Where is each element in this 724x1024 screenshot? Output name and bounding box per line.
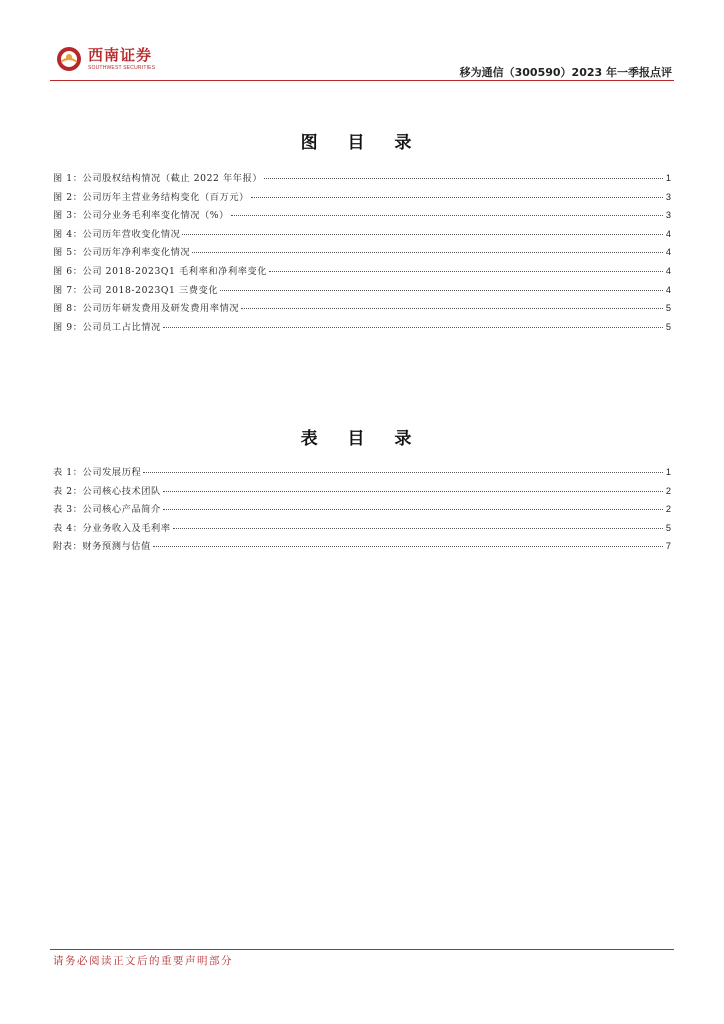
tables-toc-title: 表 目 录 (300, 429, 424, 449)
toc-entry[interactable] (53, 263, 671, 282)
toc-entry[interactable] (53, 520, 671, 539)
toc-entry-label: 图 6：公司 2018-2023Q1 毛利率和净利率变化 (53, 265, 268, 277)
toc-entry-page: 1 (665, 467, 671, 477)
toc-entry-page: 3 (665, 191, 671, 202)
toc-entry[interactable] (53, 319, 671, 338)
toc-entry-page: 4 (665, 228, 671, 239)
leader-dots (173, 528, 663, 529)
toc-entry[interactable] (53, 244, 671, 263)
figures-toc-title: 图 目 录 (300, 133, 424, 153)
toc-entry[interactable] (53, 170, 671, 189)
leader-dots (153, 546, 663, 547)
toc-entry-page: 4 (665, 265, 671, 276)
figures-toc-list (53, 170, 671, 337)
toc-entry[interactable] (53, 226, 671, 245)
header-divider (50, 80, 674, 81)
toc-entry-page: 3 (665, 210, 671, 221)
leader-dots (182, 234, 663, 235)
leader-dots (241, 308, 663, 309)
leader-dots (251, 197, 663, 198)
company-logo (56, 44, 155, 74)
toc-entry-page: 5 (665, 522, 671, 533)
toc-entry[interactable] (53, 207, 671, 226)
logo-english-name: SOUTHWEST SECURITIES (88, 64, 156, 71)
toc-entry-page: 2 (665, 504, 671, 515)
toc-entry-page: 4 (665, 247, 671, 258)
toc-entry-label: 图 3：公司分业务毛利率变化情况（%） (53, 210, 229, 222)
toc-entry-label: 表 4：分业务收入及毛利率 (53, 522, 171, 534)
leader-dots (264, 178, 663, 179)
toc-entry-label: 表 1：公司发展历程 (53, 467, 142, 478)
toc-entry[interactable] (53, 282, 671, 301)
toc-entry-page: 1 (665, 173, 671, 183)
toc-entry-label: 图 4：公司历年营收变化情况 (53, 228, 181, 240)
leader-dots (143, 472, 663, 473)
toc-entry-label: 图 9：公司员工占比情况 (53, 321, 161, 333)
toc-entry[interactable] (53, 300, 671, 319)
toc-entry-label: 图 7：公司 2018-2023Q1 三费变化 (53, 284, 219, 296)
toc-entry-page: 5 (665, 321, 671, 332)
toc-entry[interactable] (53, 538, 671, 557)
toc-entry-label: 图 8：公司历年研发费用及研发费用率情况 (53, 303, 240, 315)
toc-entry-page: 4 (665, 284, 671, 295)
toc-entry-label: 表 2：公司核心技术团队 (53, 485, 161, 497)
toc-entry-label: 表 3：公司核心产品简介 (53, 504, 161, 516)
toc-entry-label: 图 5：公司历年净利率变化情况 (53, 247, 191, 259)
toc-entry-label: 图 1：公司股权结构情况（截止 2022 年年报） (53, 173, 263, 184)
tables-toc-list (53, 464, 671, 557)
leader-dots (163, 509, 663, 510)
leader-dots (192, 252, 663, 253)
toc-entry-label: 附表：财务预测与估值 (53, 541, 151, 553)
toc-entry[interactable] (53, 464, 671, 483)
leader-dots (163, 491, 663, 492)
toc-entry[interactable] (53, 501, 671, 520)
report-title: 移为通信（300590）2023 年一季报点评 (459, 66, 672, 79)
toc-entry-page: 7 (665, 541, 671, 552)
toc-entry[interactable] (53, 189, 671, 208)
leader-dots (163, 327, 663, 328)
footer-disclaimer-note: 请务必阅读正文后的重要声明部分 (53, 955, 233, 967)
toc-entry-page: 5 (665, 303, 671, 314)
logo-chinese-name: 西南证券 (88, 45, 153, 64)
toc-entry[interactable] (53, 483, 671, 502)
toc-entry-label: 图 2：公司历年主营业务结构变化（百万元） (53, 191, 249, 203)
leader-dots (231, 215, 663, 216)
leader-dots (220, 290, 663, 291)
footer-divider (50, 949, 674, 950)
toc-entry-page: 2 (665, 485, 671, 496)
logo-emblem-icon (56, 46, 82, 72)
leader-dots (269, 271, 663, 272)
